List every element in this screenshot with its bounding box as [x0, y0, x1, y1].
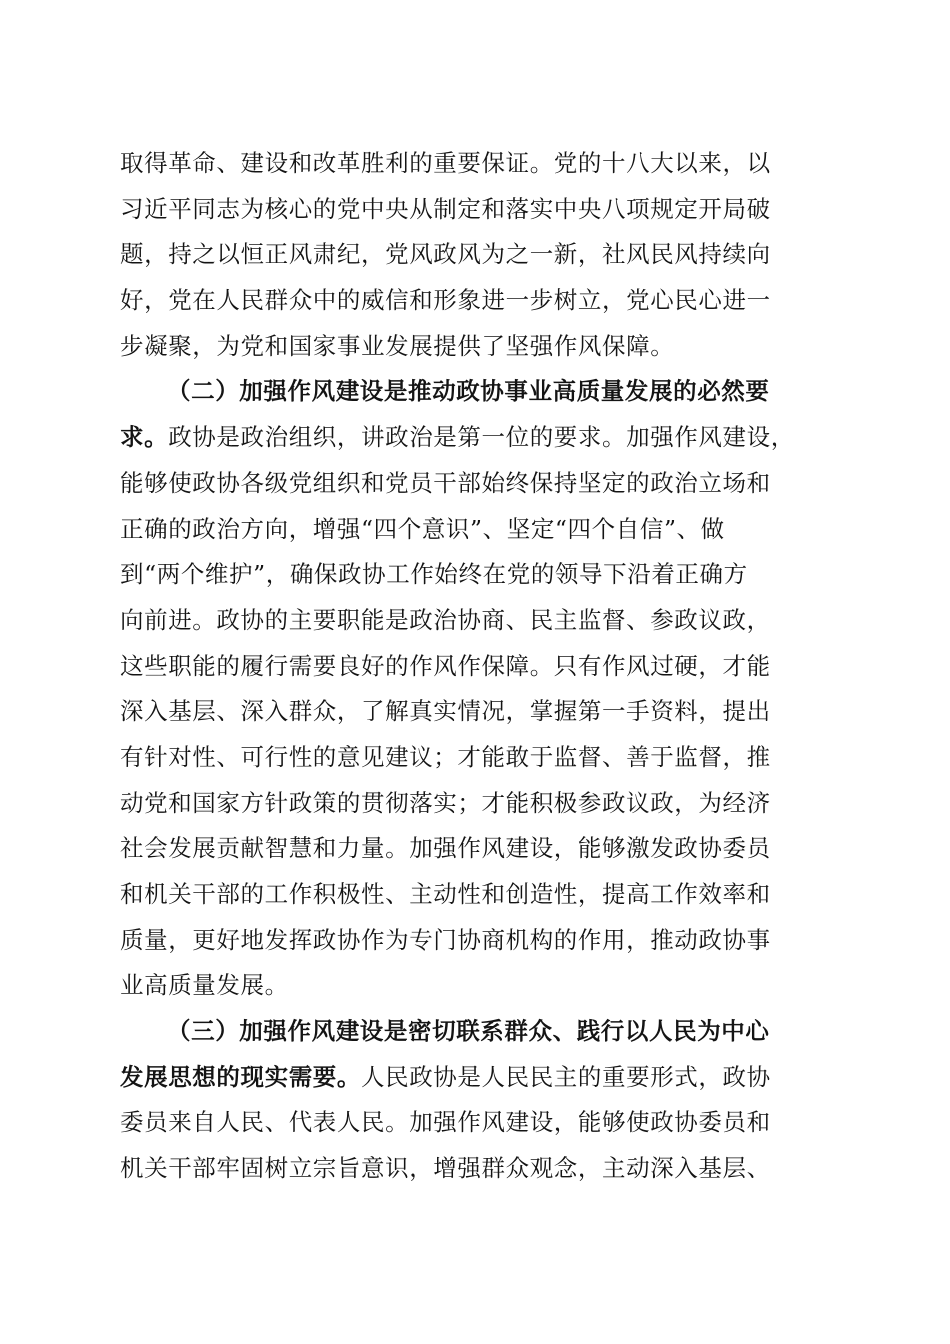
section-heading: （三）加强作风建设是密切联系群众、践行以人民为中心: [167, 1017, 770, 1046]
paragraph-line: [120, 415, 832, 461]
paragraph-line: 取得革命、建设和改革胜利的重要保证。党的十八大以来，以: [120, 149, 771, 177]
paragraph-line: 社会发展贡献智慧和力量。加强作风建设，能够激发政协委员: [120, 834, 771, 863]
paragraph-line: 质量，更好地发挥政协作为专门协商机构的作用，推动政协事: [120, 925, 771, 954]
paragraph-line: 好，党在人民群众中的威信和形象进一步树立，党心民心进一: [120, 286, 771, 315]
paragraph-line: 有针对性、可行性的意见建议；才能敢于监督、善于监督，推: [120, 742, 771, 771]
paragraph-line: [120, 1055, 832, 1101]
paragraph-line: 步凝聚，为党和国家事业发展提供了坚强作风保障。: [120, 331, 675, 360]
paragraph-line: 委员来自人民、代表人民。加强作风建设，能够使政协委员和: [120, 1108, 771, 1137]
paragraph-line: 向前进。政协的主要职能是政治协商、民主监督、参政议政，: [120, 605, 771, 634]
paragraph-line: 机关干部牢固树立宗旨意识，增强群众观念，主动深入基层、: [120, 1154, 771, 1183]
section-heading: （二）加强作风建设是推动政协事业高质量发展的必然要: [167, 377, 770, 406]
paragraph-line: 能够使政协各级党组织和党员干部始终保持坚定的政治立场和: [120, 468, 771, 497]
section-heading-end: 发展思想的现实需要。: [120, 1062, 361, 1091]
paragraph-line: 动党和国家方针政策的贯彻落实；才能积极参政议政，为经济: [120, 788, 771, 817]
paragraph-line: 到“两个维护”，确保政协工作始终在党的领导下沿着正确方: [120, 560, 748, 589]
paragraph-line: 题，持之以恒正风肃纪，党风政风为之一新，社风民风持续向: [120, 240, 771, 269]
paragraph-line: 正确的政治方向，增强“四个意识”、坚定“四个自信”、做: [120, 514, 725, 543]
paragraph-line: 业高质量发展。: [120, 971, 289, 1000]
document-body: [120, 141, 832, 1192]
paragraph-line: 习近平同志为核心的党中央从制定和落实中央八项规定开局破: [120, 194, 771, 223]
paragraph-text: 人民政协是人民民主的重要形式，政协: [361, 1062, 771, 1091]
paragraph-line: 和机关干部的工作积极性、主动性和创造性，提高工作效率和: [120, 880, 771, 908]
section-heading-end: 求。: [120, 423, 169, 452]
paragraph-line: 这些职能的履行需要良好的作风作保障。只有作风过硬，才能: [120, 651, 771, 680]
paragraph-text: 政协是政治组织，讲政治是第一位的要求。加强作风建设，: [168, 423, 795, 452]
paragraph-line: 深入基层、深入群众，了解真实情况，掌握第一手资料，提出: [120, 697, 771, 726]
